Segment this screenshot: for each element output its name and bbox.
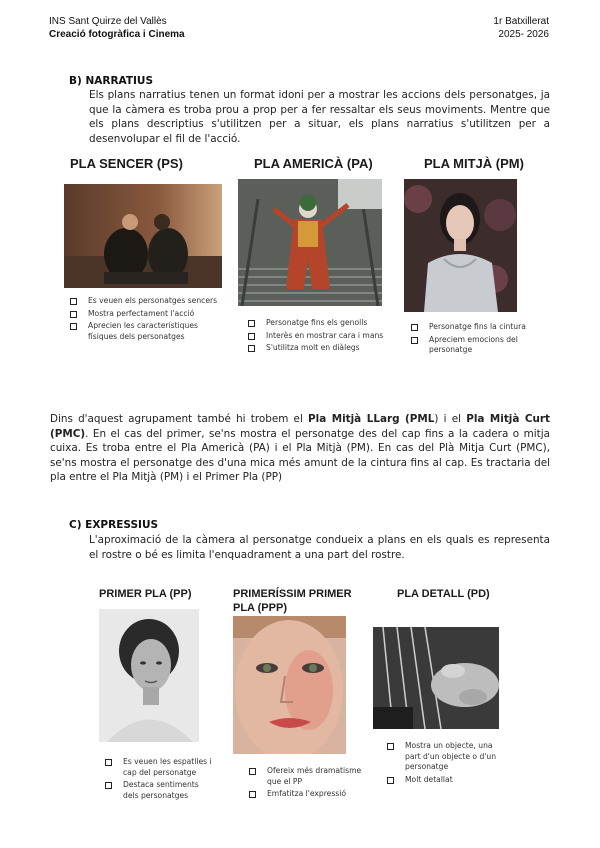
grade-label: 1r Batxillerat: [493, 16, 549, 27]
list-item: Interès en mostrar cara i mans: [246, 331, 386, 342]
checkbox-icon: [70, 298, 77, 305]
checkbox-icon: [411, 324, 418, 331]
list-item: S'utilitza molt en diàlegs: [246, 343, 386, 354]
plan-title-pp: PRIMER PLA (PP): [99, 588, 192, 600]
checkbox-icon: [387, 777, 394, 784]
plan-title-pa: PLA AMERICÀ (PA): [254, 156, 373, 171]
checkbox-icon: [248, 320, 255, 327]
bullets-pa: [246, 318, 386, 356]
section-c-text: L'aproximació de la càmera al personatge condueix a plans en els quals es representa el rostre o bé es limita l'enquadrament a una part del rostre.: [89, 534, 550, 561]
bullets-pd: [385, 741, 497, 787]
list-item: Es veuen els personatges sencers: [68, 296, 228, 307]
list-item: Aprecien les característiques físiques dels personatges: [68, 321, 228, 342]
plan-title-pm: PLA MITJÀ (PM): [424, 156, 524, 171]
school-year: 2025- 2026: [498, 29, 549, 40]
checkbox-icon: [387, 743, 394, 750]
plan-title-ps: PLA SENCER (PS): [70, 156, 183, 171]
checkbox-icon: [249, 791, 256, 798]
checkbox-icon: [70, 323, 77, 330]
checkbox-icon: [105, 782, 112, 789]
bullets-ps: [68, 296, 228, 344]
list-item: Mostra un objecte, una part d'un objecte o d'un personatge: [385, 741, 497, 773]
list-item: Molt detallat: [385, 775, 497, 786]
list-item: Personatge fins els genolls: [246, 318, 386, 329]
photo-primer-pla: [99, 609, 199, 742]
photo-primerissim-primer-pla: [233, 616, 346, 754]
list-item: Emfatitza l'expressió: [247, 789, 362, 800]
checkbox-icon: [70, 311, 77, 318]
section-c-title: C) EXPRESSIUS: [69, 519, 159, 531]
checkbox-icon: [411, 337, 418, 344]
middle-paragraph: Dins d'aquest agrupament també hi trobem el Pla Mitjà LLarg (PML) i el Pla Mitjà Curt (PMC). En el cas del primer, se'ns mostra el personatge des del cap fins a la cadera o mitja cuixa. Es troba entre el Pla Americà (PA) i el Pla Mitjà (PM). En cas del Plà Mitja Curt (PMC), se'ns mostra el personatge des d'una mica més amunt de la cintura fins al cap. Es tractaria del pla entre el Pla Mitjà (PM) i el Primer Pla (PP): [50, 413, 551, 484]
checkbox-icon: [105, 759, 112, 766]
list-item: Ofereix més dramatisme que el PP: [247, 766, 362, 787]
bullets-pm: [409, 322, 534, 358]
list-item: Mostra perfectament l'acció: [68, 309, 228, 320]
photo-pla-america: [238, 179, 382, 306]
photo-pla-sencer: [64, 184, 222, 288]
header-right: [493, 15, 549, 41]
checkbox-icon: [248, 345, 255, 352]
plan-title-pd: PLA DETALL (PD): [397, 588, 490, 600]
plan-title-ppp: PRIMERÍSSIM PRIMER PLA (PPP): [233, 588, 352, 614]
header-left: [49, 15, 185, 41]
photo-pla-mitja: [404, 179, 517, 312]
bullets-ppp: [247, 766, 362, 802]
section-b-title: B) NARRATIUS: [69, 75, 154, 87]
course-name: Creació fotogràfica i Cinema: [49, 29, 185, 40]
school-name: INS Sant Quirze del Vallès: [49, 16, 167, 27]
list-item: Es veuen les espatlles i cap del personatge: [103, 757, 213, 778]
bullets-pp: [103, 757, 213, 803]
list-item: Destaca sentiments dels personatges: [103, 780, 213, 801]
section-b-text: Els plans narratius tenen un format idoni per a mostrar les accions dels personatges, ja que la càmera es troba prou a prop per a fer ressaltar els seus moviments. Mentre que els plans descriptius s'utilitzen per a situar, els plans narratius s'utilitzen per a desenvolupar el fil de l'acció.: [89, 89, 550, 145]
checkbox-icon: [249, 768, 256, 775]
list-item: Apreciem emocions del personatge: [409, 335, 534, 356]
list-item: Personatge fins la cintura: [409, 322, 534, 333]
photo-pla-detall: [373, 627, 499, 729]
checkbox-icon: [248, 333, 255, 340]
